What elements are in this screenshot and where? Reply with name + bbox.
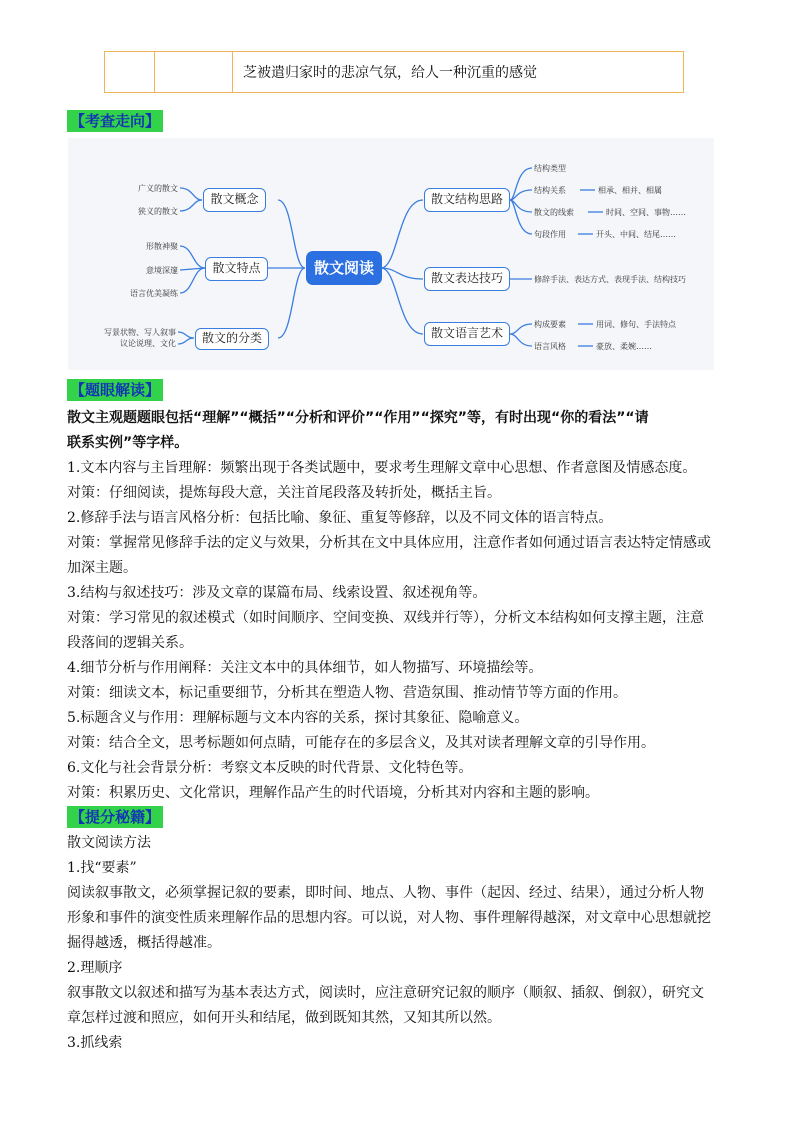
body-line: 2.理顺序 bbox=[67, 960, 123, 976]
body-line: 散文阅读方法 bbox=[67, 835, 151, 851]
table-cell-text: 芝被遣归家时的悲凉气氛，给人一种沉重的感觉 bbox=[243, 65, 537, 81]
section-heading-tiyan: 【题眼解读】 bbox=[67, 379, 163, 401]
mind-map-node: 散文表达技巧 bbox=[424, 267, 510, 291]
mind-map-leaf: 狭义的散文 bbox=[138, 207, 178, 216]
table-cell-empty bbox=[105, 52, 155, 92]
mind-map-center-node: 散文阅读 bbox=[306, 251, 382, 285]
body-line: 5.标题含义与作用：理解标题与文本内容的关系，探讨其象征、隐喻意义。 bbox=[67, 710, 529, 726]
mind-map-node: 散文语言艺术 bbox=[424, 322, 510, 346]
intro-line: 散文主观题题眼包括“理解”“概括”“分析和评价”“作用”“探究”等，有时出现“你的看法”“请 bbox=[67, 410, 649, 426]
mind-map-leaf-detail: 时间、空间、事物…… bbox=[606, 208, 686, 217]
body-line: 1.找“要素” bbox=[67, 860, 137, 876]
mind-map-leaf: 意境深邃 bbox=[146, 266, 178, 275]
mind-map-leaf-detail: 相承、相并、相属 bbox=[598, 186, 662, 195]
body-line: 1.文本内容与主旨理解：频繁出现于各类试题中，要求考生理解文章中心思想、作者意图及情感态度。 bbox=[67, 460, 697, 476]
mind-map-node: 散文概念 bbox=[203, 188, 266, 212]
body-line: 对策：仔细阅读，提炼每段大意，关注首尾段落及转折处，概括主旨。 bbox=[67, 485, 501, 501]
body-line: 对策：学习常见的叙述模式（如时间顺序、空间变换、双线并行等），分析文本结构如何支撑主题，注意 bbox=[67, 610, 704, 626]
mind-map-leaf-detail: 豪放、柔婉…… bbox=[596, 342, 652, 351]
mind-map-leaf: 议论说理、文化 bbox=[120, 339, 176, 348]
table-row bbox=[104, 51, 684, 93]
body-line: 对策：细读文本，标记重要细节，分析其在塑造人物、营造氛围、推动情节等方面的作用。 bbox=[67, 685, 627, 701]
section-heading-tifen: 【提分秘籍】 bbox=[67, 806, 163, 828]
body-line: 叙事散文以叙述和描写为基本表达方式，阅读时，应注意研究记叙的顺序（顺叙、插叙、倒叙），研究文 bbox=[67, 985, 704, 1001]
section-heading-kaocha: 【考查走向】 bbox=[67, 110, 163, 132]
mind-map-leaf: 语言优美凝练 bbox=[130, 289, 178, 298]
mind-map-leaf: 结构类型 bbox=[534, 164, 566, 173]
mind-map bbox=[68, 138, 714, 370]
mind-map-leaf-detail: 开头、中间、结尾…… bbox=[596, 230, 676, 239]
mind-map-leaf-detail: 用词、修句、手法特点 bbox=[596, 320, 676, 329]
mind-map-node: 散文结构思路 bbox=[424, 188, 510, 212]
body-line: 章怎样过渡和照应，如何开头和结尾，做到既知其然，又知其所以然。 bbox=[67, 1010, 501, 1026]
table-cell-empty bbox=[154, 52, 233, 92]
body-line: 对策：掌握常见修辞手法的定义与效果，分析其在文中具体应用，注意作者如何通过语言表达特定情感或 bbox=[67, 535, 711, 551]
body-line: 3.抓线索 bbox=[67, 1035, 123, 1051]
mind-map-leaf: 构成要素 bbox=[534, 320, 566, 329]
body-line: 对策：结合全文，思考标题如何点睛，可能存在的多层含义，及其对读者理解文章的引导作用。 bbox=[67, 735, 655, 751]
intro-line: 联系实例”等字样。 bbox=[67, 435, 189, 451]
mind-map-leaf: 句段作用 bbox=[534, 230, 566, 239]
body-line: 掘得越透，概括得越准。 bbox=[67, 935, 221, 951]
mind-map-leaf: 修辞手法、表达方式、表现手法、结构技巧 bbox=[534, 275, 686, 284]
mind-map-leaf: 写景状物、写人叙事 bbox=[104, 328, 176, 337]
body-line: 2.修辞手法与语言风格分析：包括比喻、象征、重复等修辞，以及不同文体的语言特点。 bbox=[67, 510, 613, 526]
body-line: 6.文化与社会背景分析：考察文本反映的时代背景、文化特色等。 bbox=[67, 760, 473, 776]
body-line: 加深主题。 bbox=[67, 560, 137, 576]
body-line: 段落间的逻辑关系。 bbox=[67, 635, 193, 651]
body-line: 阅读叙事散文，必须掌握记叙的要素，即时间、地点、人物、事件（起因、经过、结果），通过分析人物 bbox=[67, 885, 704, 901]
mind-map-node: 散文特点 bbox=[205, 257, 268, 281]
mind-map-leaf: 广义的散文 bbox=[138, 184, 178, 193]
body-line: 形象和事件的演变性质来理解作品的思想内容。可以说，对人物、事件理解得越深，对文章中心思想就挖 bbox=[67, 910, 711, 926]
mind-map-node: 散文的分类 bbox=[195, 328, 269, 350]
mind-map-leaf: 散文的线索 bbox=[534, 208, 574, 217]
body-line: 对策：积累历史、文化常识，理解作品产生的时代语境，分析其对内容和主题的影响。 bbox=[67, 785, 599, 801]
body-line: 3.结构与叙述技巧：涉及文章的谋篇布局、线索设置、叙述视角等。 bbox=[67, 585, 487, 601]
mind-map-leaf: 结构关系 bbox=[534, 186, 566, 195]
mind-map-leaf: 形散神聚 bbox=[146, 242, 178, 251]
mind-map-leaf: 语言风格 bbox=[534, 342, 566, 351]
body-line: 4.细节分析与作用阐释：关注文本中的具体细节，如人物描写、环境描绘等。 bbox=[67, 660, 543, 676]
